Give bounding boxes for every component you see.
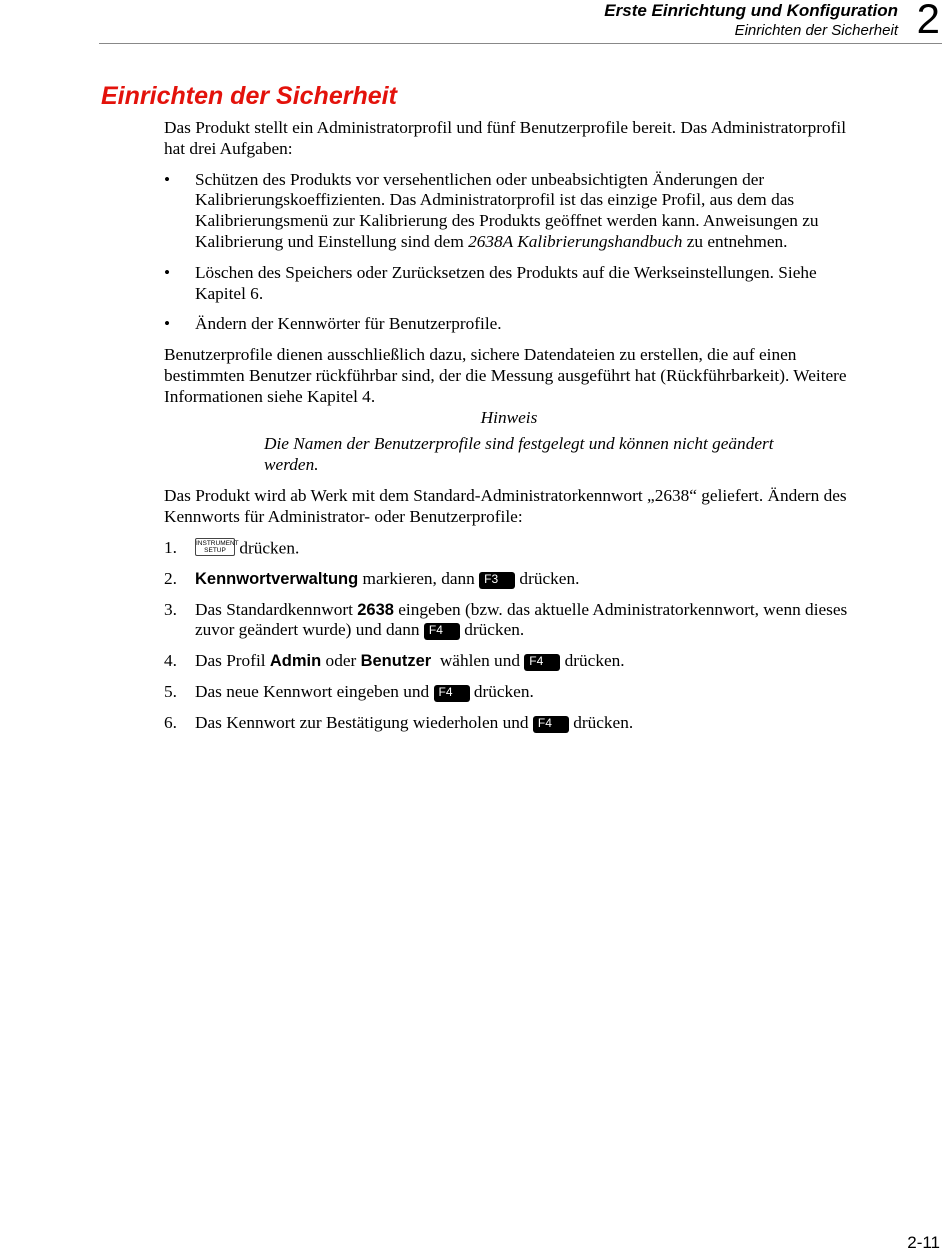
header-divider: [99, 43, 942, 44]
default-password-paragraph: Das Produkt wird ab Werk mit dem Standard-Administratorkennwort „2638“ geliefert. Ändern des Kennworts für Administrator- oder Benutzerprofile:: [164, 485, 847, 526]
step-number: 1.: [164, 537, 177, 557]
step-number: 4.: [164, 651, 177, 671]
bullet-text: Schützen des Produkts vor versehentlichen oder unbeabsichtigten Änderungen der Kalibrierungskoeffizienten. Das Administratorprofil ist das einzige Profil, aus dem das Kalibrierungsmenü zur Kalibrierung des Produkts geöffnet werden kann. Anweisungen zu Kalibrierung und Einstellung sind dem: [195, 169, 819, 251]
header-chapter-title: Erste Einrichtung und Konfiguration: [604, 1, 898, 20]
bullet-icon: •: [164, 314, 171, 334]
step-item: [164, 713, 854, 734]
step-number: 6.: [164, 712, 177, 732]
step-text: Das neue Kennwort eingeben und: [195, 682, 434, 702]
key-label-line2: SETUP: [204, 547, 226, 555]
intro-paragraph: Das Produkt stellt ein Administratorprofil und fünf Benutzerprofile bereit. Das Administratorprofil hat drei Aufgaben:: [164, 118, 846, 158]
step-text-end: drücken.: [560, 651, 625, 671]
step-text-middle: eingeben (bzw. das aktuelle Administratorkennwort, wenn dieses zuvor geändert wurde) und dann: [195, 599, 848, 640]
instrument-setup-key-icon: [195, 538, 239, 556]
f4-key-icon: F4: [424, 623, 460, 640]
step-item: [164, 569, 854, 590]
step-text: Das Standardkennwort: [195, 599, 358, 619]
f4-key-icon: F4: [533, 716, 569, 733]
step-text: Das Kennwort zur Bestätigung wiederholen und: [195, 712, 533, 732]
step-text: markieren, dann: [358, 568, 480, 588]
step-text-end: drücken.: [469, 682, 534, 702]
step-number: 2.: [164, 568, 177, 588]
key-label-line1: INSTRUMENT: [196, 539, 239, 547]
step-item: [164, 651, 854, 672]
step-item: [164, 538, 854, 559]
bullet-text-end: zu entnehmen.: [682, 231, 788, 251]
step-text-end: drücken.: [515, 568, 580, 588]
manual-reference: 2638A Kalibrierungshandbuch: [468, 231, 683, 251]
note-text: Die Namen der Benutzerprofile sind festgelegt und können nicht geändert werden.: [264, 434, 774, 475]
f3-key-icon: F3: [479, 572, 515, 589]
step-item: [164, 600, 854, 642]
header-chapter-number: 2: [916, 0, 940, 42]
step-text: Das Profil: [195, 651, 270, 671]
step-text-middle: wählen und: [431, 651, 525, 671]
menu-name: Kennwortverwaltung: [195, 569, 359, 588]
header-section-title: Einrichten der Sicherheit: [734, 22, 898, 39]
bullet-text: Löschen des Speichers oder Zurücksetzen des Produkts auf die Werkseinstellungen. Siehe Kapitel 6.: [195, 262, 817, 303]
step-number: 5.: [164, 682, 177, 702]
page-body: [164, 118, 854, 744]
list-item: [164, 170, 854, 253]
bullet-icon: •: [164, 169, 171, 189]
step-text-end: drücken.: [459, 620, 525, 640]
bullet-icon: •: [164, 262, 171, 282]
step-text: drücken.: [235, 538, 300, 558]
f4-key-icon: F4: [434, 685, 470, 702]
section-heading: Einrichten der Sicherheit: [101, 82, 397, 110]
admin-tasks-list: [164, 170, 854, 336]
step-item: [164, 682, 854, 703]
password-steps-list: [164, 538, 854, 734]
user-profiles-paragraph: Benutzerprofile dienen ausschließlich dazu, sichere Datendateien zu erstellen, die auf einen bestimmten Benutzer rückführbar sind, der die Messung ausgeführt hat (Rückführbarkeit). Weitere Informationen siehe Kapitel 4.: [164, 345, 847, 406]
note-title: Hinweis: [480, 407, 538, 427]
step-number: 3.: [164, 599, 177, 619]
step-text-end: drücken.: [568, 712, 634, 732]
list-item: [164, 314, 854, 335]
profile-admin: Admin: [269, 652, 322, 671]
list-item: [164, 263, 854, 305]
default-password-value: 2638: [357, 600, 394, 619]
profile-user: Benutzer: [360, 652, 432, 671]
page-number: 2-11: [907, 1233, 940, 1252]
step-text-or: oder: [321, 651, 361, 671]
f4-key-icon: F4: [524, 654, 560, 671]
bullet-text: Ändern der Kennwörter für Benutzerprofile.: [195, 314, 502, 334]
